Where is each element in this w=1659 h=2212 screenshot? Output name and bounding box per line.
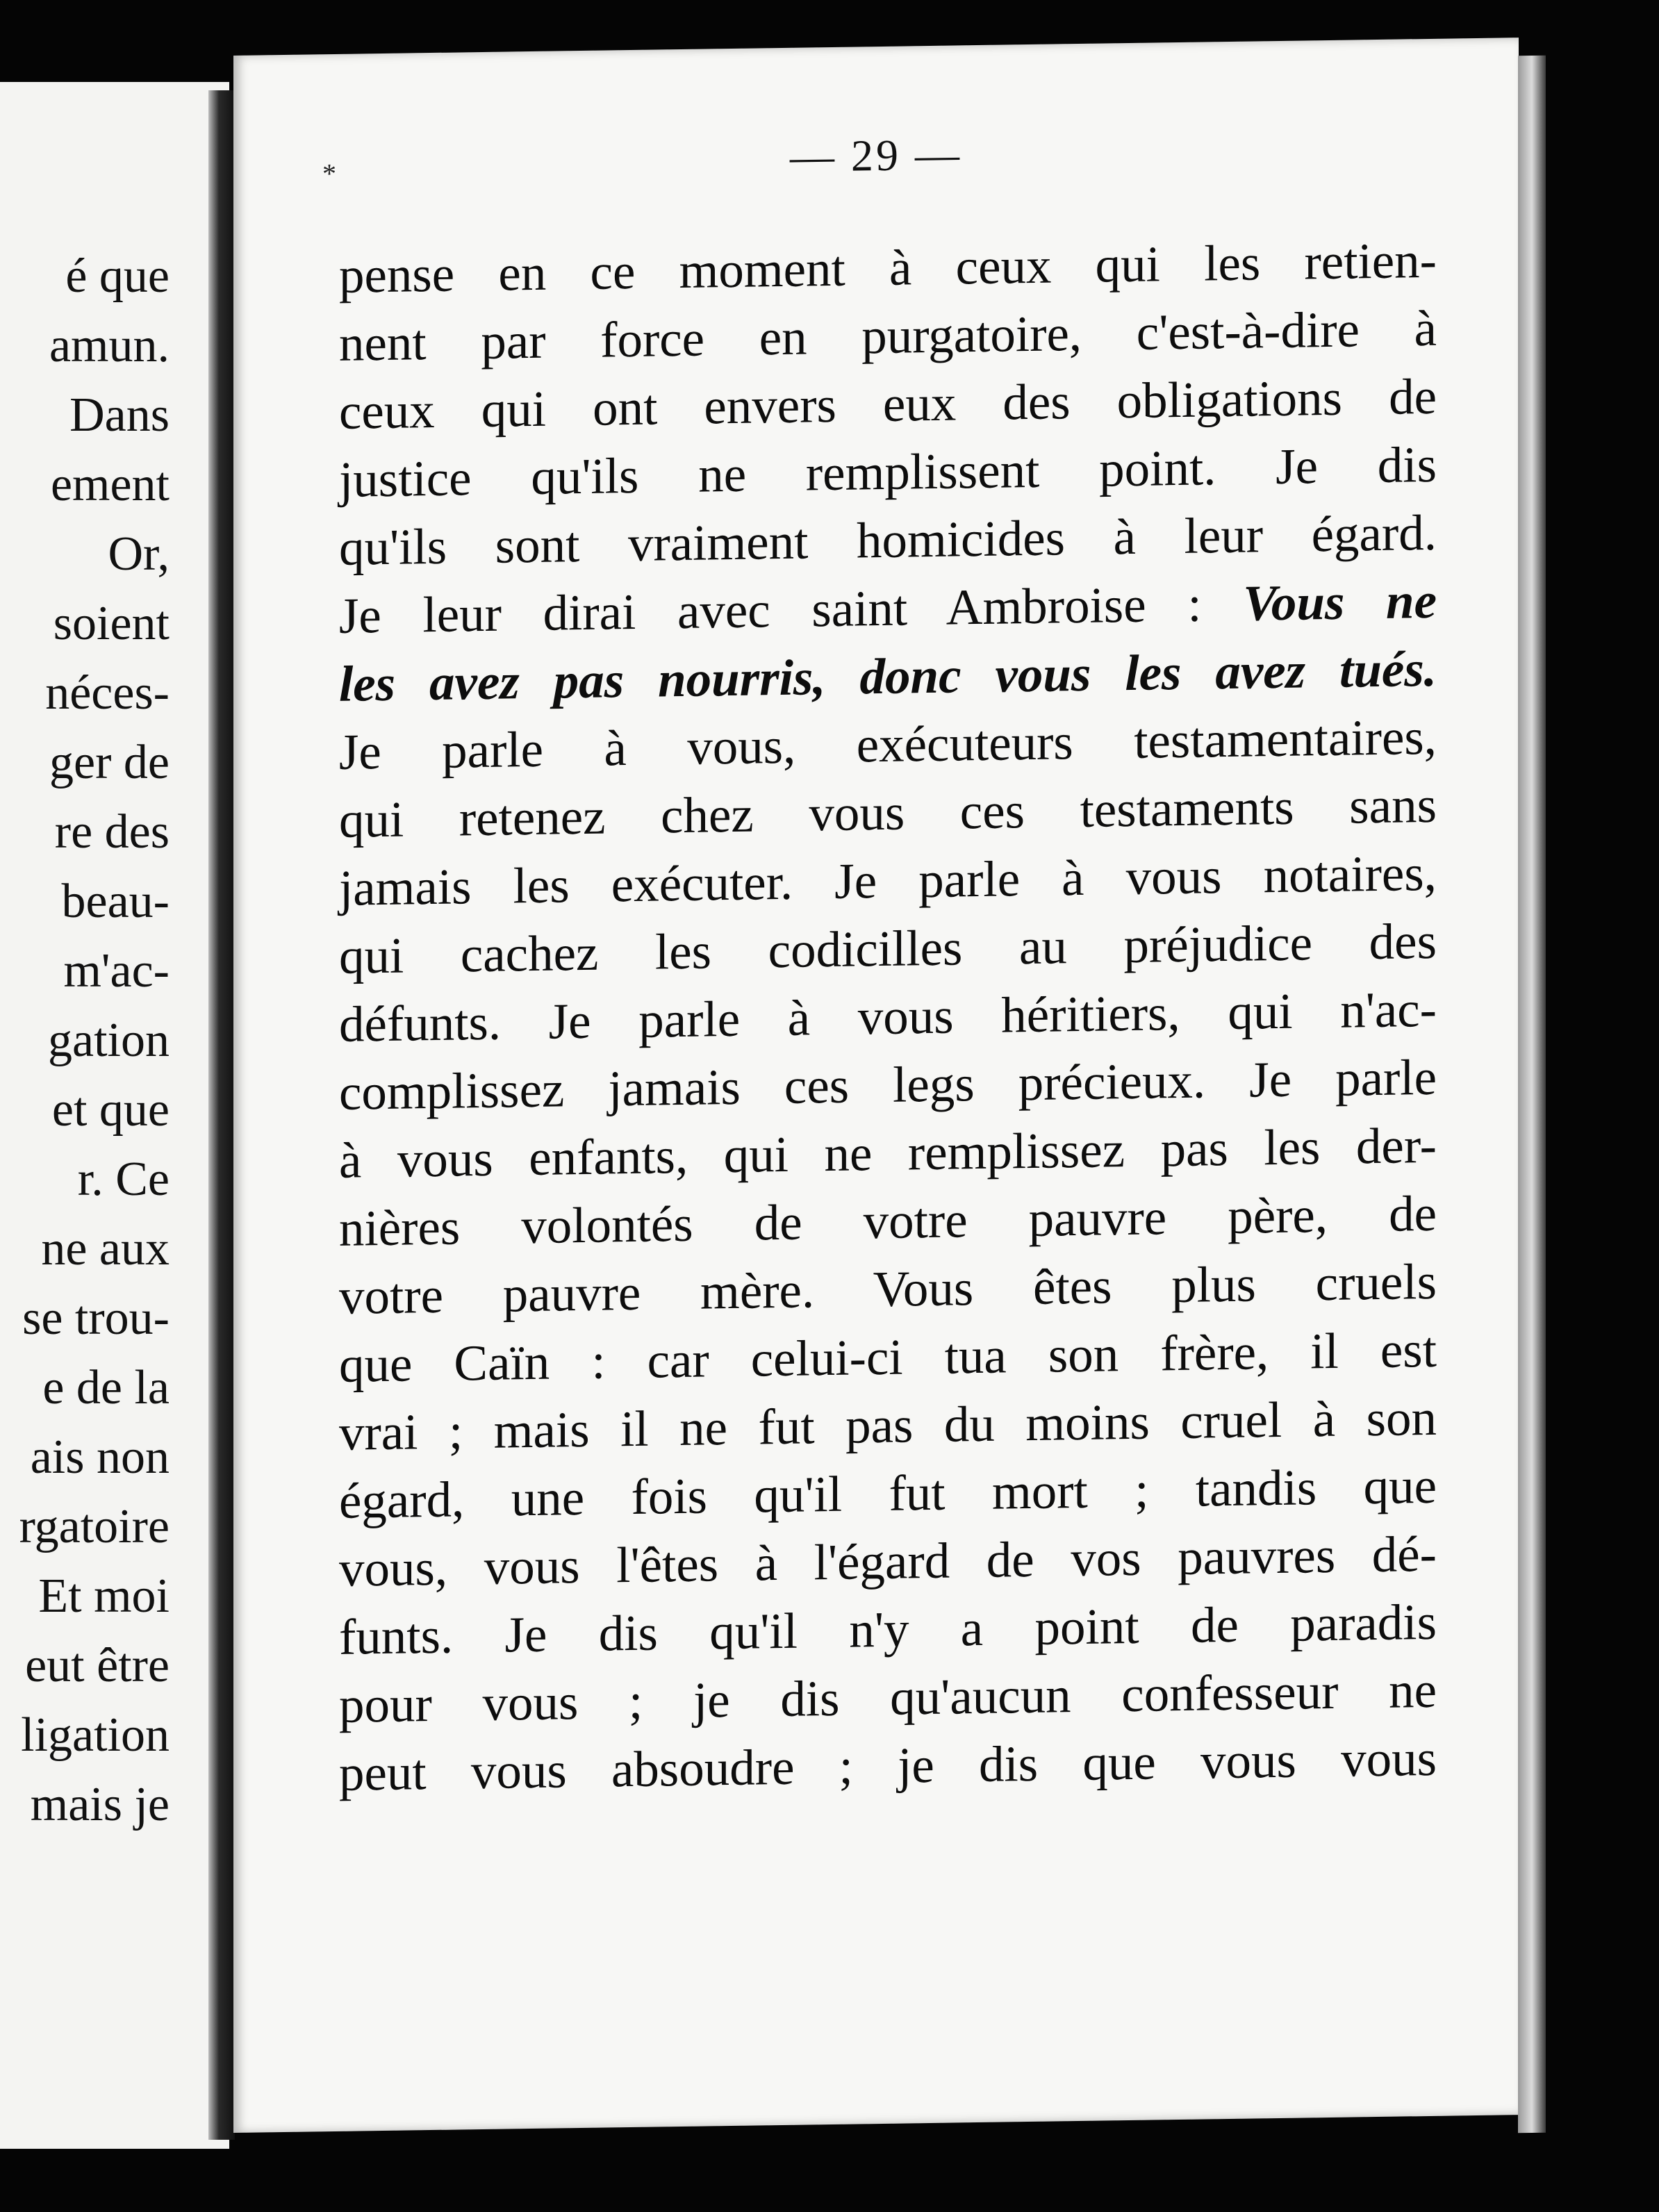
text-line: vrai ; mais il ne fut pas du moins cruel à son bbox=[339, 1389, 1437, 1461]
text-line: Je parle à vous, exécuteurs testamentaires, bbox=[339, 708, 1437, 780]
text-line: votre pauvre mère. Vous êtes plus cruels bbox=[339, 1253, 1437, 1325]
italic-quote: Vous ne bbox=[1243, 572, 1437, 632]
left-text-line: se trou- bbox=[22, 1291, 170, 1345]
left-text-line: re des bbox=[54, 805, 170, 859]
left-text-line: Dans bbox=[69, 388, 170, 442]
text-line: pense en ce moment à ceux qui les retien- bbox=[339, 231, 1437, 304]
left-text-line: soient bbox=[53, 597, 170, 650]
text-line: nent par force en purgatoire, c'est-à-dire à bbox=[339, 299, 1437, 372]
text-line: complissez jamais ces legs précieux. Je parle bbox=[339, 1048, 1437, 1121]
page-edge bbox=[1518, 56, 1546, 2133]
text-line: peut vous absoudre ; je dis que vous vous bbox=[339, 1729, 1437, 1801]
text-line: qui cachez les codicilles au préjudice des bbox=[339, 912, 1437, 984]
text-line: que Caïn : car celui-ci tua son frère, il est bbox=[339, 1321, 1437, 1393]
text-line: qu'ils sont vraiment homicides à leur égard. bbox=[339, 504, 1437, 576]
text-line: à vous enfants, qui ne remplissez pas les der- bbox=[339, 1116, 1437, 1189]
text-line: justice qu'ils ne remplissent point. Je dis bbox=[339, 436, 1437, 508]
left-text-line: ger de bbox=[49, 736, 170, 789]
text-line: défunts. Je parle à vous héritiers, qui n'ac- bbox=[339, 980, 1437, 1053]
margin-mark: * bbox=[322, 157, 336, 190]
left-text-line: ais non bbox=[30, 1430, 170, 1484]
page-number: — 29 — bbox=[790, 129, 962, 181]
right-page bbox=[233, 38, 1519, 2133]
left-text-line: Et moi bbox=[38, 1569, 170, 1623]
left-page bbox=[0, 82, 229, 2149]
left-text-line: mais je bbox=[30, 1778, 170, 1831]
text-line: jamais les exécuter. Je parle à vous notaires, bbox=[339, 844, 1437, 916]
left-text-line: gation bbox=[48, 1014, 170, 1067]
left-text-line: eut être bbox=[25, 1639, 170, 1692]
text-line: pour vous ; je dis qu'aucun confesseur ne bbox=[339, 1661, 1437, 1733]
left-text-line: rgatoire bbox=[19, 1500, 170, 1553]
left-text-line: beau- bbox=[61, 875, 170, 928]
text-line: funts. Je dis qu'il n'y a point de paradis bbox=[339, 1593, 1437, 1665]
text-line: égard, une fois qu'il fut mort ; tandis que bbox=[339, 1457, 1437, 1529]
left-text-line: amun. bbox=[49, 319, 170, 372]
text-line: ceux qui ont envers eux des obligations de bbox=[339, 368, 1437, 440]
left-text-line: e de la bbox=[42, 1361, 170, 1414]
left-text-line: Or, bbox=[108, 527, 170, 581]
left-text-line: néces- bbox=[45, 666, 170, 720]
left-text-line: r. Ce bbox=[77, 1153, 170, 1206]
book-gutter bbox=[208, 90, 235, 2140]
left-text-line: m'ac- bbox=[63, 944, 170, 998]
left-text-line: ligation bbox=[21, 1708, 170, 1762]
left-text-line: et que bbox=[51, 1083, 170, 1137]
left-text-line: ement bbox=[50, 458, 170, 511]
italic-quote: les avez pas nourris, donc vous les avez tués. bbox=[339, 640, 1437, 712]
left-text-line: é que bbox=[65, 249, 170, 303]
text-span: Je leur dirai avec saint Ambroise : bbox=[339, 575, 1202, 644]
left-text-line: ne aux bbox=[41, 1222, 170, 1276]
text-line: nières volontés de votre pauvre père, de bbox=[339, 1185, 1437, 1257]
text-line: vous, vous l'êtes à l'égard de vos pauvres dé- bbox=[339, 1525, 1437, 1597]
text-line: qui retenez chez vous ces testaments sans bbox=[339, 776, 1437, 848]
